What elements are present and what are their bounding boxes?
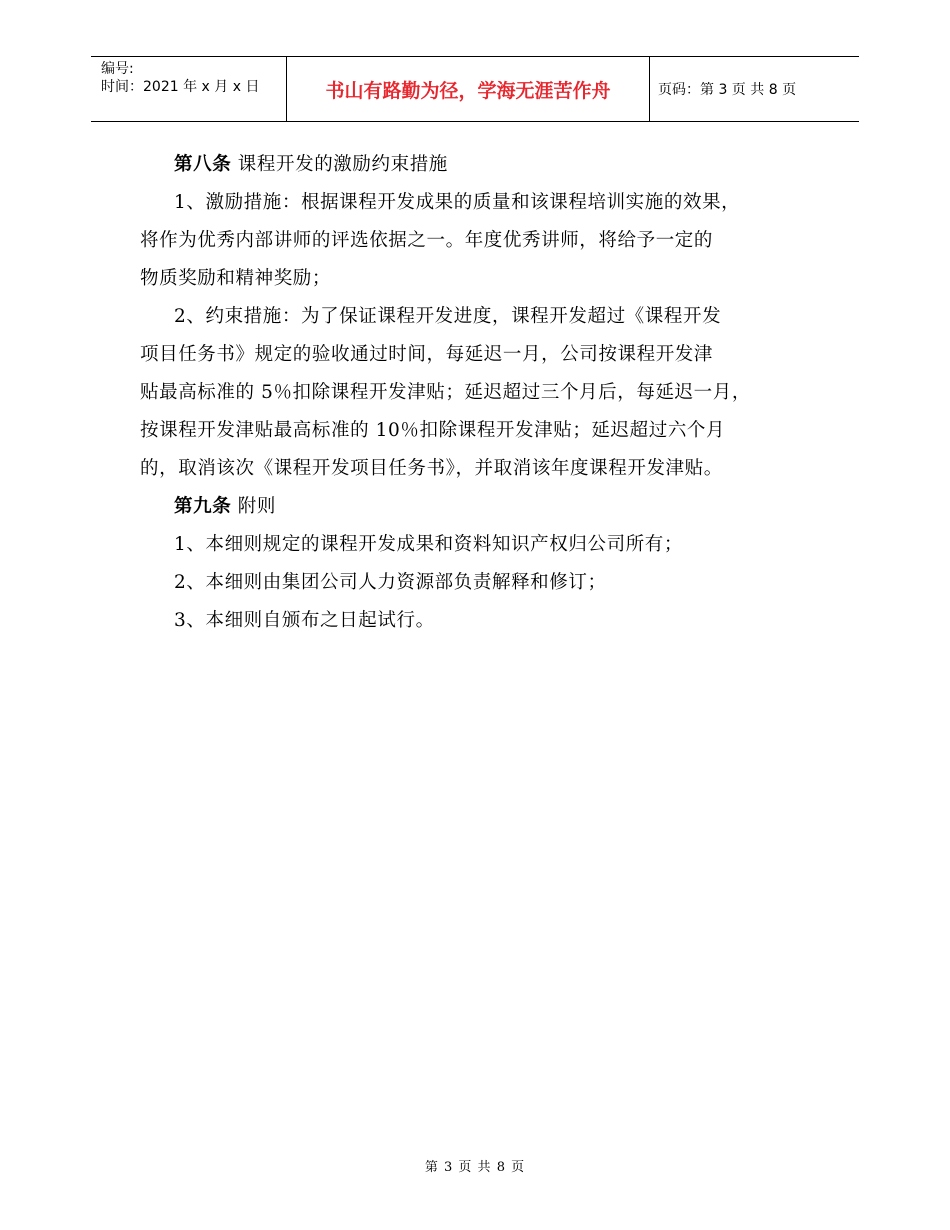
article-8-title: 第八条 <box>174 154 232 175</box>
article-8-line: 按课程开发津贴最高标准的 10％扣除课程开发津贴；延迟超过六个月 <box>140 420 726 441</box>
header-code-label: 编号: <box>101 61 134 77</box>
article-9-title: 第九条 <box>174 496 232 517</box>
article-8-heading <box>140 146 810 184</box>
header-meta <box>91 57 286 121</box>
article-8-line: 的，取消该次《课程开发项目任务书》，并取消该年度课程开发津贴。 <box>140 458 723 479</box>
article-9-line: 1、本细则规定的课程开发成果和资料知识产权归公司所有； <box>174 534 683 555</box>
article-8-line: 将作为优秀内部讲师的评选依据之一。年度优秀讲师，将给予一定的 <box>140 230 714 251</box>
article-8-line: 贴最高标准的 5％扣除课程开发津贴；延迟超过三个月后，每延迟一月， <box>140 382 751 403</box>
header-page-number: 页码：第 3 页 共 8 页 <box>658 82 797 98</box>
article-8-subtitle: 课程开发的激励约束措施 <box>237 154 448 175</box>
article-9-line: 2、本细则由集团公司人力资源部负责解释和修订； <box>174 572 607 593</box>
article-9-subtitle: 附则 <box>237 496 276 517</box>
article-8-line: 2、约束措施：为了保证课程开发进度，课程开发超过《课程开发 <box>174 306 722 327</box>
document-body <box>140 146 810 640</box>
article-9-heading <box>140 488 810 526</box>
page-footer: 第 3 页 共 8 页 <box>424 1160 526 1175</box>
article-8-line: 项目任务书》规定的验收通过时间，每延迟一月，公司按课程开发津 <box>140 344 714 365</box>
article-8-line: 1、激励措施：根据课程开发成果的质量和该课程培训实施的效果， <box>174 192 741 213</box>
header-motto: 书山有路勤为径，学海无涯苦作舟 <box>286 57 650 121</box>
header-time-label: 时间：2021 年 x 月 x 日 <box>101 79 260 95</box>
article-8-line: 物质奖励和精神奖励； <box>140 268 332 289</box>
article-9-line: 3、本细则自颁布之日起试行。 <box>174 610 435 631</box>
page-header <box>91 56 859 122</box>
